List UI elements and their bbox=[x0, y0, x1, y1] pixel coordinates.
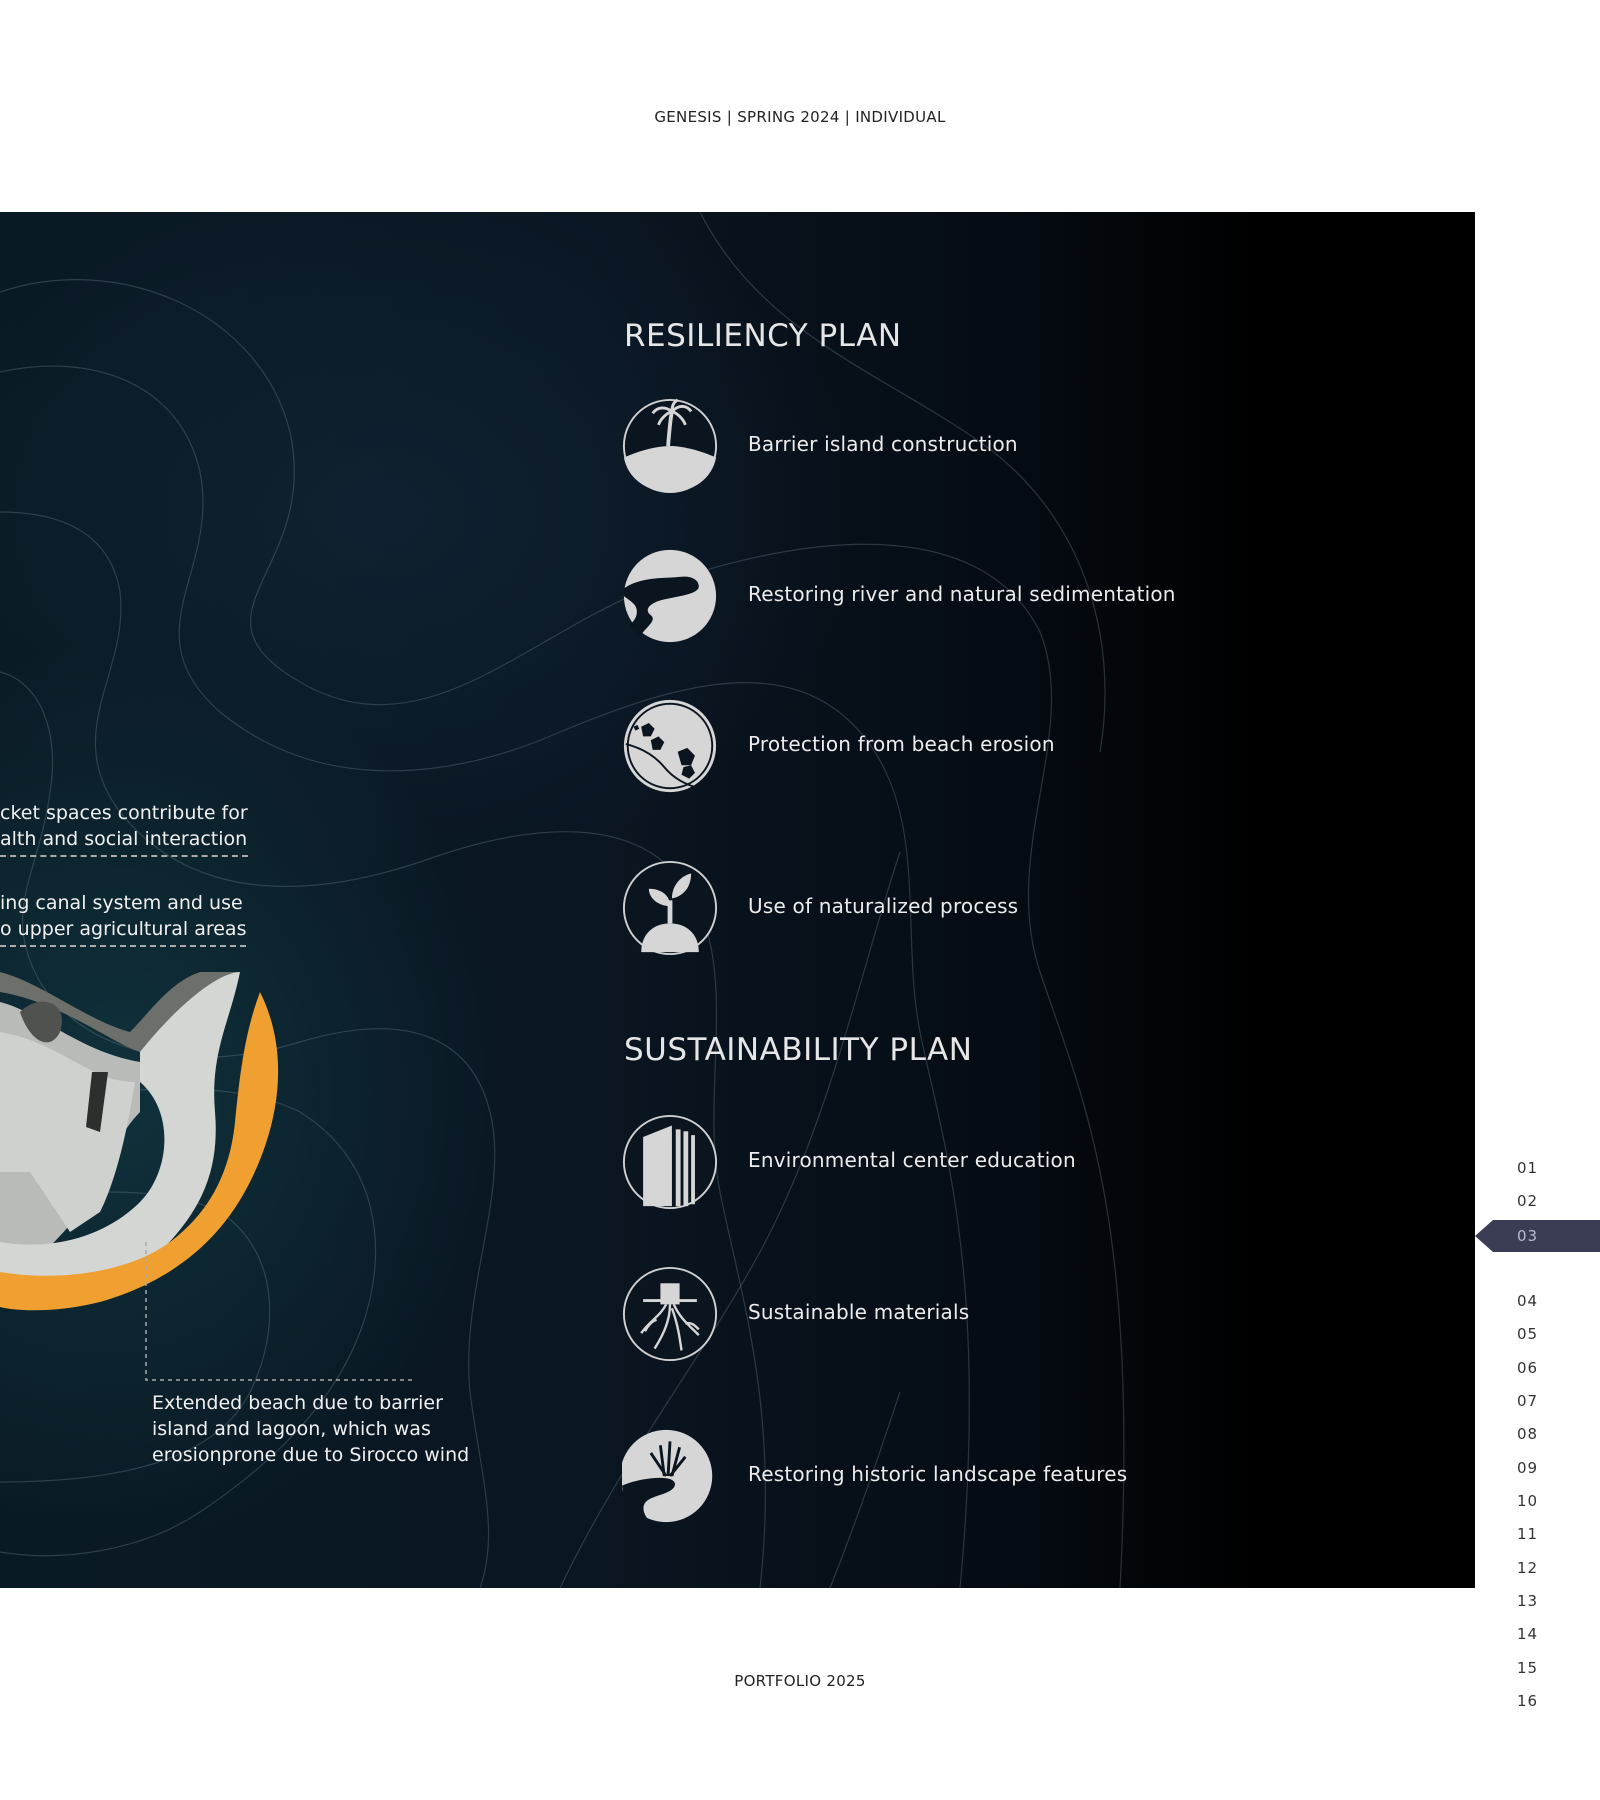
sustainability-item-materials bbox=[620, 1264, 1220, 1368]
annotation-line: o upper agricultural areas bbox=[0, 916, 246, 947]
sustainability-item-environmental bbox=[620, 1112, 1220, 1216]
page-link-08[interactable]: 08 bbox=[1517, 1425, 1539, 1443]
page-link-01[interactable]: 01 bbox=[1517, 1159, 1539, 1177]
sprout-icon bbox=[622, 860, 718, 956]
annotation-line: Extended beach due to barrier bbox=[152, 1392, 443, 1414]
annotation-line: cket spaces contribute for bbox=[0, 802, 248, 824]
page-link-14[interactable]: 14 bbox=[1517, 1625, 1539, 1643]
page-link-10[interactable]: 10 bbox=[1517, 1492, 1539, 1510]
resiliency-item-barrier-island bbox=[620, 396, 1220, 500]
content-panel bbox=[0, 212, 1475, 1588]
resiliency-heading: RESILIENCY PLAN bbox=[624, 318, 902, 354]
plan-item-label: Sustainable materials bbox=[748, 1300, 970, 1324]
header-title: GENESIS | SPRING 2024 | INDIVIDUAL bbox=[654, 108, 946, 126]
plan-item-label: Barrier island construction bbox=[748, 432, 1018, 456]
annotation-line: alth and social interaction bbox=[0, 826, 248, 857]
annotation-canal-system bbox=[0, 890, 246, 947]
page-link-16[interactable]: 16 bbox=[1517, 1692, 1539, 1710]
rocks-icon bbox=[622, 698, 718, 794]
annotation-extended-beach bbox=[152, 1390, 469, 1468]
page-link-09[interactable]: 09 bbox=[1517, 1459, 1539, 1477]
plan-item-label: Use of naturalized process bbox=[748, 894, 1019, 918]
resiliency-item-erosion bbox=[620, 696, 1220, 800]
annotation-line: island and lagoon, which was bbox=[152, 1418, 431, 1440]
plan-item-label: Environmental center education bbox=[748, 1148, 1076, 1172]
roots-icon bbox=[622, 1266, 718, 1362]
page-link-15[interactable]: 15 bbox=[1517, 1659, 1539, 1677]
reeds-river-icon bbox=[622, 1428, 718, 1524]
annotation-line: erosionprone due to Sirocco wind bbox=[152, 1444, 470, 1466]
river-icon bbox=[622, 548, 718, 644]
palm-island-icon bbox=[622, 398, 718, 494]
plan-item-label: Protection from beach erosion bbox=[748, 732, 1055, 756]
active-page-number: 03 bbox=[1517, 1227, 1539, 1245]
page-link-05[interactable]: 05 bbox=[1517, 1325, 1539, 1343]
annotation-pocket-spaces bbox=[0, 800, 248, 857]
resiliency-item-river bbox=[620, 546, 1220, 650]
resiliency-item-naturalized bbox=[620, 858, 1220, 962]
page-link-07[interactable]: 07 bbox=[1517, 1392, 1539, 1410]
page-link-13[interactable]: 13 bbox=[1517, 1592, 1539, 1610]
plan-item-label: Restoring historic landscape features bbox=[748, 1462, 1128, 1486]
page-link-04[interactable]: 04 bbox=[1517, 1292, 1539, 1310]
footer-title: PORTFOLIO 2025 bbox=[734, 1672, 866, 1690]
page-link-active[interactable] bbox=[1475, 1220, 1600, 1252]
plan-item-label: Restoring river and natural sedimentation bbox=[748, 582, 1176, 606]
building-icon bbox=[622, 1114, 718, 1210]
sustainability-heading: SUSTAINABILITY PLAN bbox=[624, 1032, 973, 1068]
annotation-line: ing canal system and use bbox=[0, 892, 243, 914]
page-link-12[interactable]: 12 bbox=[1517, 1559, 1539, 1577]
island-map bbox=[0, 972, 278, 1310]
page-link-02[interactable]: 02 bbox=[1517, 1192, 1539, 1210]
sustainability-item-historic bbox=[620, 1426, 1220, 1530]
page-link-06[interactable]: 06 bbox=[1517, 1359, 1539, 1377]
page-link-11[interactable]: 11 bbox=[1517, 1525, 1539, 1543]
